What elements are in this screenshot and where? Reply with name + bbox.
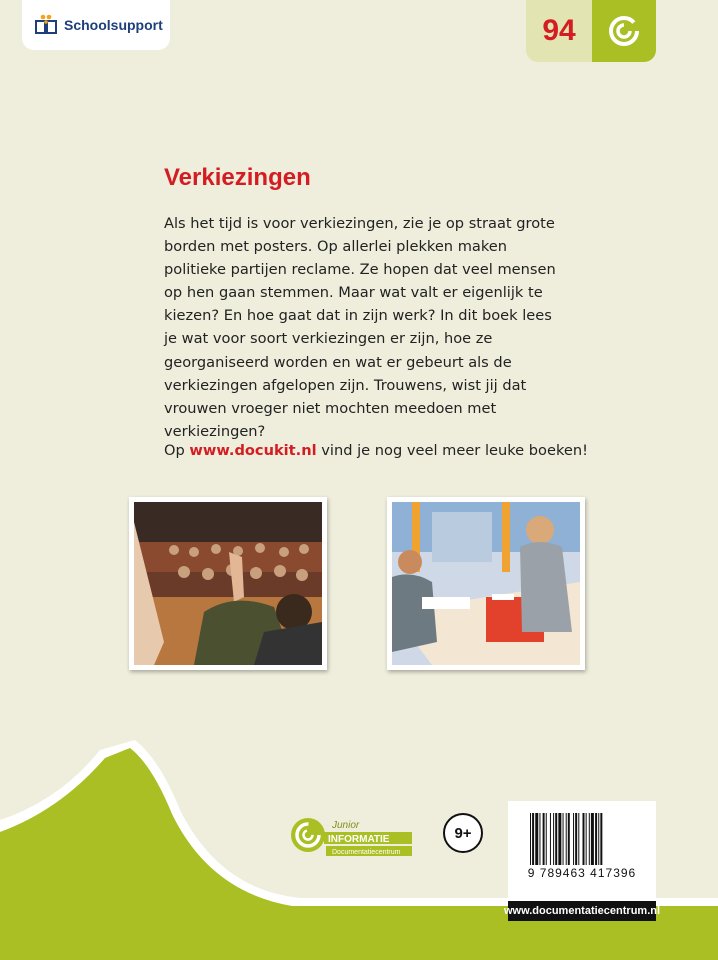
barcode-bars — [530, 813, 636, 865]
publisher-name: Schoolsupport — [64, 17, 163, 33]
series-logo — [592, 0, 656, 62]
website-link[interactable]: www.docukit.nl — [189, 442, 317, 459]
spiral-icon — [607, 14, 641, 48]
blurb-text: Als het tijd is voor verkiezingen, zie je op straat grote borden met posters. Op allerlei plekken maken politieke partijen reclame. Ze hopen dat veel mensen op hen gaan stemmen. Maar wat valt er eigenlijk te kiezen? En hoe gaat dat in zijn werk? In dit boek lees je wat voor soort verkiezingen er zijn, hoe ze georganiseerd worden en wat er gebeurt als de verkiezingen afgelopen zijn. Trouwens, wist jij dat vrouwen vroeger niet mochten meedoen met verkiezingen? — [164, 215, 556, 440]
logo-line-junior: Junior — [332, 820, 360, 831]
isbn-number: 9 789463 417396 — [527, 866, 637, 880]
age-badge: 9+ — [443, 813, 483, 853]
website-suffix: vind je nog veel meer leuke boeken! — [321, 442, 588, 459]
logo-line-documentatiecentrum: Documentatiecentrum — [332, 849, 401, 856]
book-logo-icon — [34, 13, 58, 37]
logo-line-informatie: INFORMATIE — [328, 834, 390, 845]
series-tab — [526, 0, 656, 62]
junior-informatie-logo — [288, 815, 414, 859]
website-prefix: Op — [164, 442, 185, 459]
page-title: Verkiezingen — [164, 164, 311, 191]
footer-url[interactable]: www.documentatiecentrum.nl — [508, 901, 656, 921]
barcode — [508, 801, 656, 901]
website-line — [164, 442, 588, 459]
lecture-hall-image — [134, 502, 322, 665]
photo-ballot-box — [387, 497, 585, 670]
photo-lecture-hall — [129, 497, 327, 670]
publisher-tab — [22, 0, 170, 50]
series-number: 94 — [526, 0, 592, 62]
ballot-box-image — [392, 502, 580, 665]
